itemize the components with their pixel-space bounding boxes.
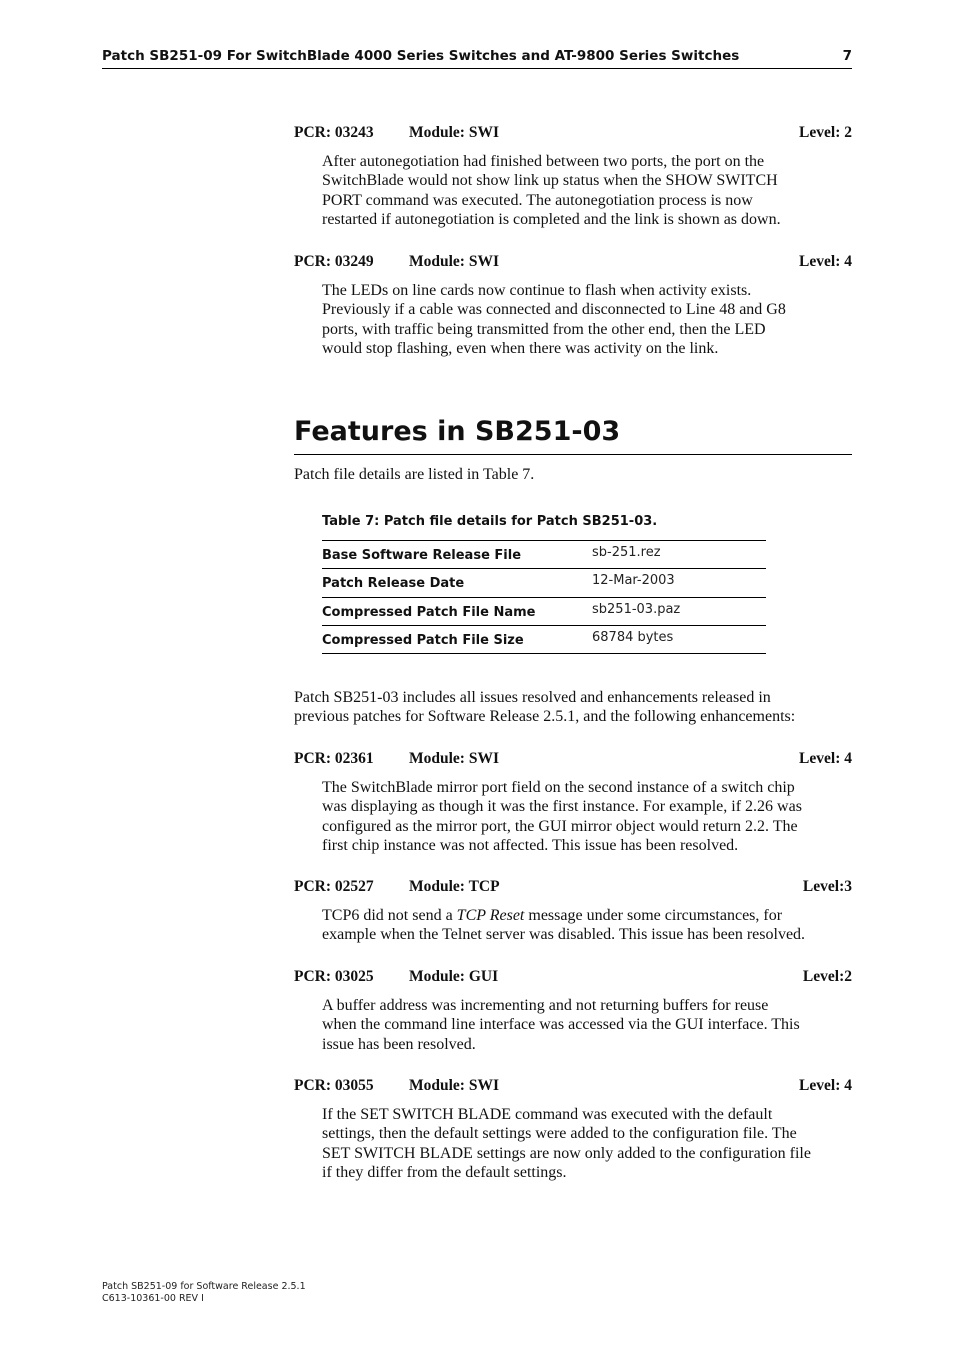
text-line: ports, with traffic being transmitted from the other end, then the LED bbox=[322, 320, 766, 338]
page-number: 7 bbox=[842, 48, 852, 64]
pcr-heading bbox=[294, 968, 852, 988]
pcr-module: Module: SWI bbox=[409, 750, 499, 767]
text-line: restarted if autonegotiation is completed and the link is shown as down. bbox=[322, 211, 781, 229]
italic-term: TCP Reset bbox=[456, 907, 525, 924]
row-value: sb-251.rez bbox=[592, 541, 766, 569]
table-row bbox=[322, 569, 766, 597]
text-line: SwitchBlade would not show link up status when the SHOW SWITCH bbox=[322, 172, 778, 190]
patch-details-table bbox=[322, 540, 766, 654]
text-line: issue has been resolved. bbox=[322, 1035, 476, 1053]
footer-line: C613-10361-00 REV I bbox=[102, 1292, 204, 1304]
pcr-level: Level: 4 bbox=[799, 1077, 852, 1094]
text-line: if they differ from the default settings. bbox=[322, 1164, 567, 1182]
pcr-heading bbox=[294, 1077, 852, 1097]
text-line: Patch SB251-03 includes all issues resolved and enhancements released in bbox=[294, 689, 771, 706]
section-summary bbox=[294, 688, 854, 727]
row-value: 68784 bytes bbox=[592, 625, 766, 653]
text-line: settings, then the default settings were added to the configuration file. The bbox=[322, 1125, 797, 1143]
pcr-module: Module: SWI bbox=[409, 1077, 499, 1094]
text-line: would stop flashing, even when there was activity on the link. bbox=[322, 340, 719, 358]
table-row bbox=[322, 625, 766, 653]
row-label: Patch Release Date bbox=[322, 569, 592, 597]
row-label: Compressed Patch File Name bbox=[322, 597, 592, 625]
text-line: A buffer address was incrementing and not returning buffers for reuse bbox=[322, 997, 769, 1014]
pcr-heading bbox=[294, 124, 852, 144]
pcr-id: PCR: 03055 bbox=[294, 1077, 374, 1094]
pcr-module: Module: SWI bbox=[409, 124, 499, 141]
pcr-description bbox=[322, 778, 856, 856]
text-run: message under some circumstances, for bbox=[524, 907, 783, 924]
text-line: previous patches for Software Release 2.5.1, and the following enhancements: bbox=[294, 708, 796, 726]
pcr-id: PCR: 03243 bbox=[294, 124, 374, 141]
pcr-description bbox=[322, 906, 856, 945]
pcr-description bbox=[322, 152, 856, 230]
text-line: The SwitchBlade mirror port field on the second instance of a switch chip bbox=[322, 779, 795, 796]
text-line: After autonegotiation had finished between two ports, the port on the bbox=[322, 153, 765, 170]
section-title: Features in SB251-03 bbox=[294, 416, 621, 447]
row-value: sb251-03.paz bbox=[592, 597, 766, 625]
text-line: PORT command was executed. The autonegotiation process is now bbox=[322, 191, 753, 209]
table-row bbox=[322, 597, 766, 625]
pcr-heading bbox=[294, 253, 852, 273]
pcr-level: Level:3 bbox=[802, 878, 852, 895]
section-heading bbox=[294, 414, 852, 455]
pcr-level: Level:2 bbox=[802, 968, 852, 985]
footer-line: Patch SB251-09 for Software Release 2.5.1 bbox=[102, 1281, 306, 1292]
pcr-heading bbox=[294, 878, 852, 898]
section-intro bbox=[294, 465, 854, 484]
pcr-id: PCR: 02527 bbox=[294, 878, 374, 895]
pcr-id: PCR: 03249 bbox=[294, 253, 374, 270]
pcr-id: PCR: 02361 bbox=[294, 750, 374, 767]
pcr-heading bbox=[294, 750, 852, 770]
pcr-description bbox=[322, 996, 856, 1054]
text-line: SET SWITCH BLADE settings are now only added to the configuration file bbox=[322, 1144, 811, 1162]
pcr-description bbox=[322, 281, 856, 359]
text-line: was displaying as though it was the first instance. For example, if 2.26 was bbox=[322, 798, 802, 816]
pcr-module: Module: SWI bbox=[409, 253, 499, 270]
text-line: configured as the mirror port, the GUI mirror object would return 2.2. The bbox=[322, 817, 798, 835]
text-line bbox=[322, 906, 856, 925]
text-run: TCP6 did not send a bbox=[322, 907, 457, 924]
row-label: Compressed Patch File Size bbox=[322, 625, 592, 653]
text-line: Previously if a cable was connected and disconnected to Line 48 and G8 bbox=[322, 301, 786, 319]
pcr-description bbox=[322, 1105, 856, 1183]
text-line: example when the Telnet server was disabled. This issue has been resolved. bbox=[322, 926, 806, 944]
text-line: The LEDs on line cards now continue to flash when activity exists. bbox=[322, 282, 752, 299]
pcr-module: Module: GUI bbox=[409, 968, 499, 985]
page-footer bbox=[102, 1281, 306, 1304]
pcr-id: PCR: 03025 bbox=[294, 968, 374, 985]
pcr-level: Level: 2 bbox=[799, 124, 852, 141]
page-header bbox=[102, 48, 852, 69]
table-row bbox=[322, 541, 766, 569]
header-title: Patch SB251-09 For SwitchBlade 4000 Series Switches and AT-9800 Series Switches bbox=[102, 48, 740, 64]
text-line: when the command line interface was accessed via the GUI interface. This bbox=[322, 1016, 800, 1034]
text-line: If the SET SWITCH BLADE command was executed with the default bbox=[322, 1106, 773, 1123]
table-caption: Table 7: Patch file details for Patch SB251-03. bbox=[322, 514, 658, 529]
pcr-level: Level: 4 bbox=[799, 750, 852, 767]
row-label: Base Software Release File bbox=[322, 541, 592, 569]
pcr-module: Module: TCP bbox=[409, 878, 500, 895]
text-line: first chip instance was not affected. This issue has been resolved. bbox=[322, 837, 739, 855]
pcr-level: Level: 4 bbox=[799, 253, 852, 270]
text-line: Patch file details are listed in Table 7. bbox=[294, 466, 535, 483]
row-value: 12-Mar-2003 bbox=[592, 569, 766, 597]
